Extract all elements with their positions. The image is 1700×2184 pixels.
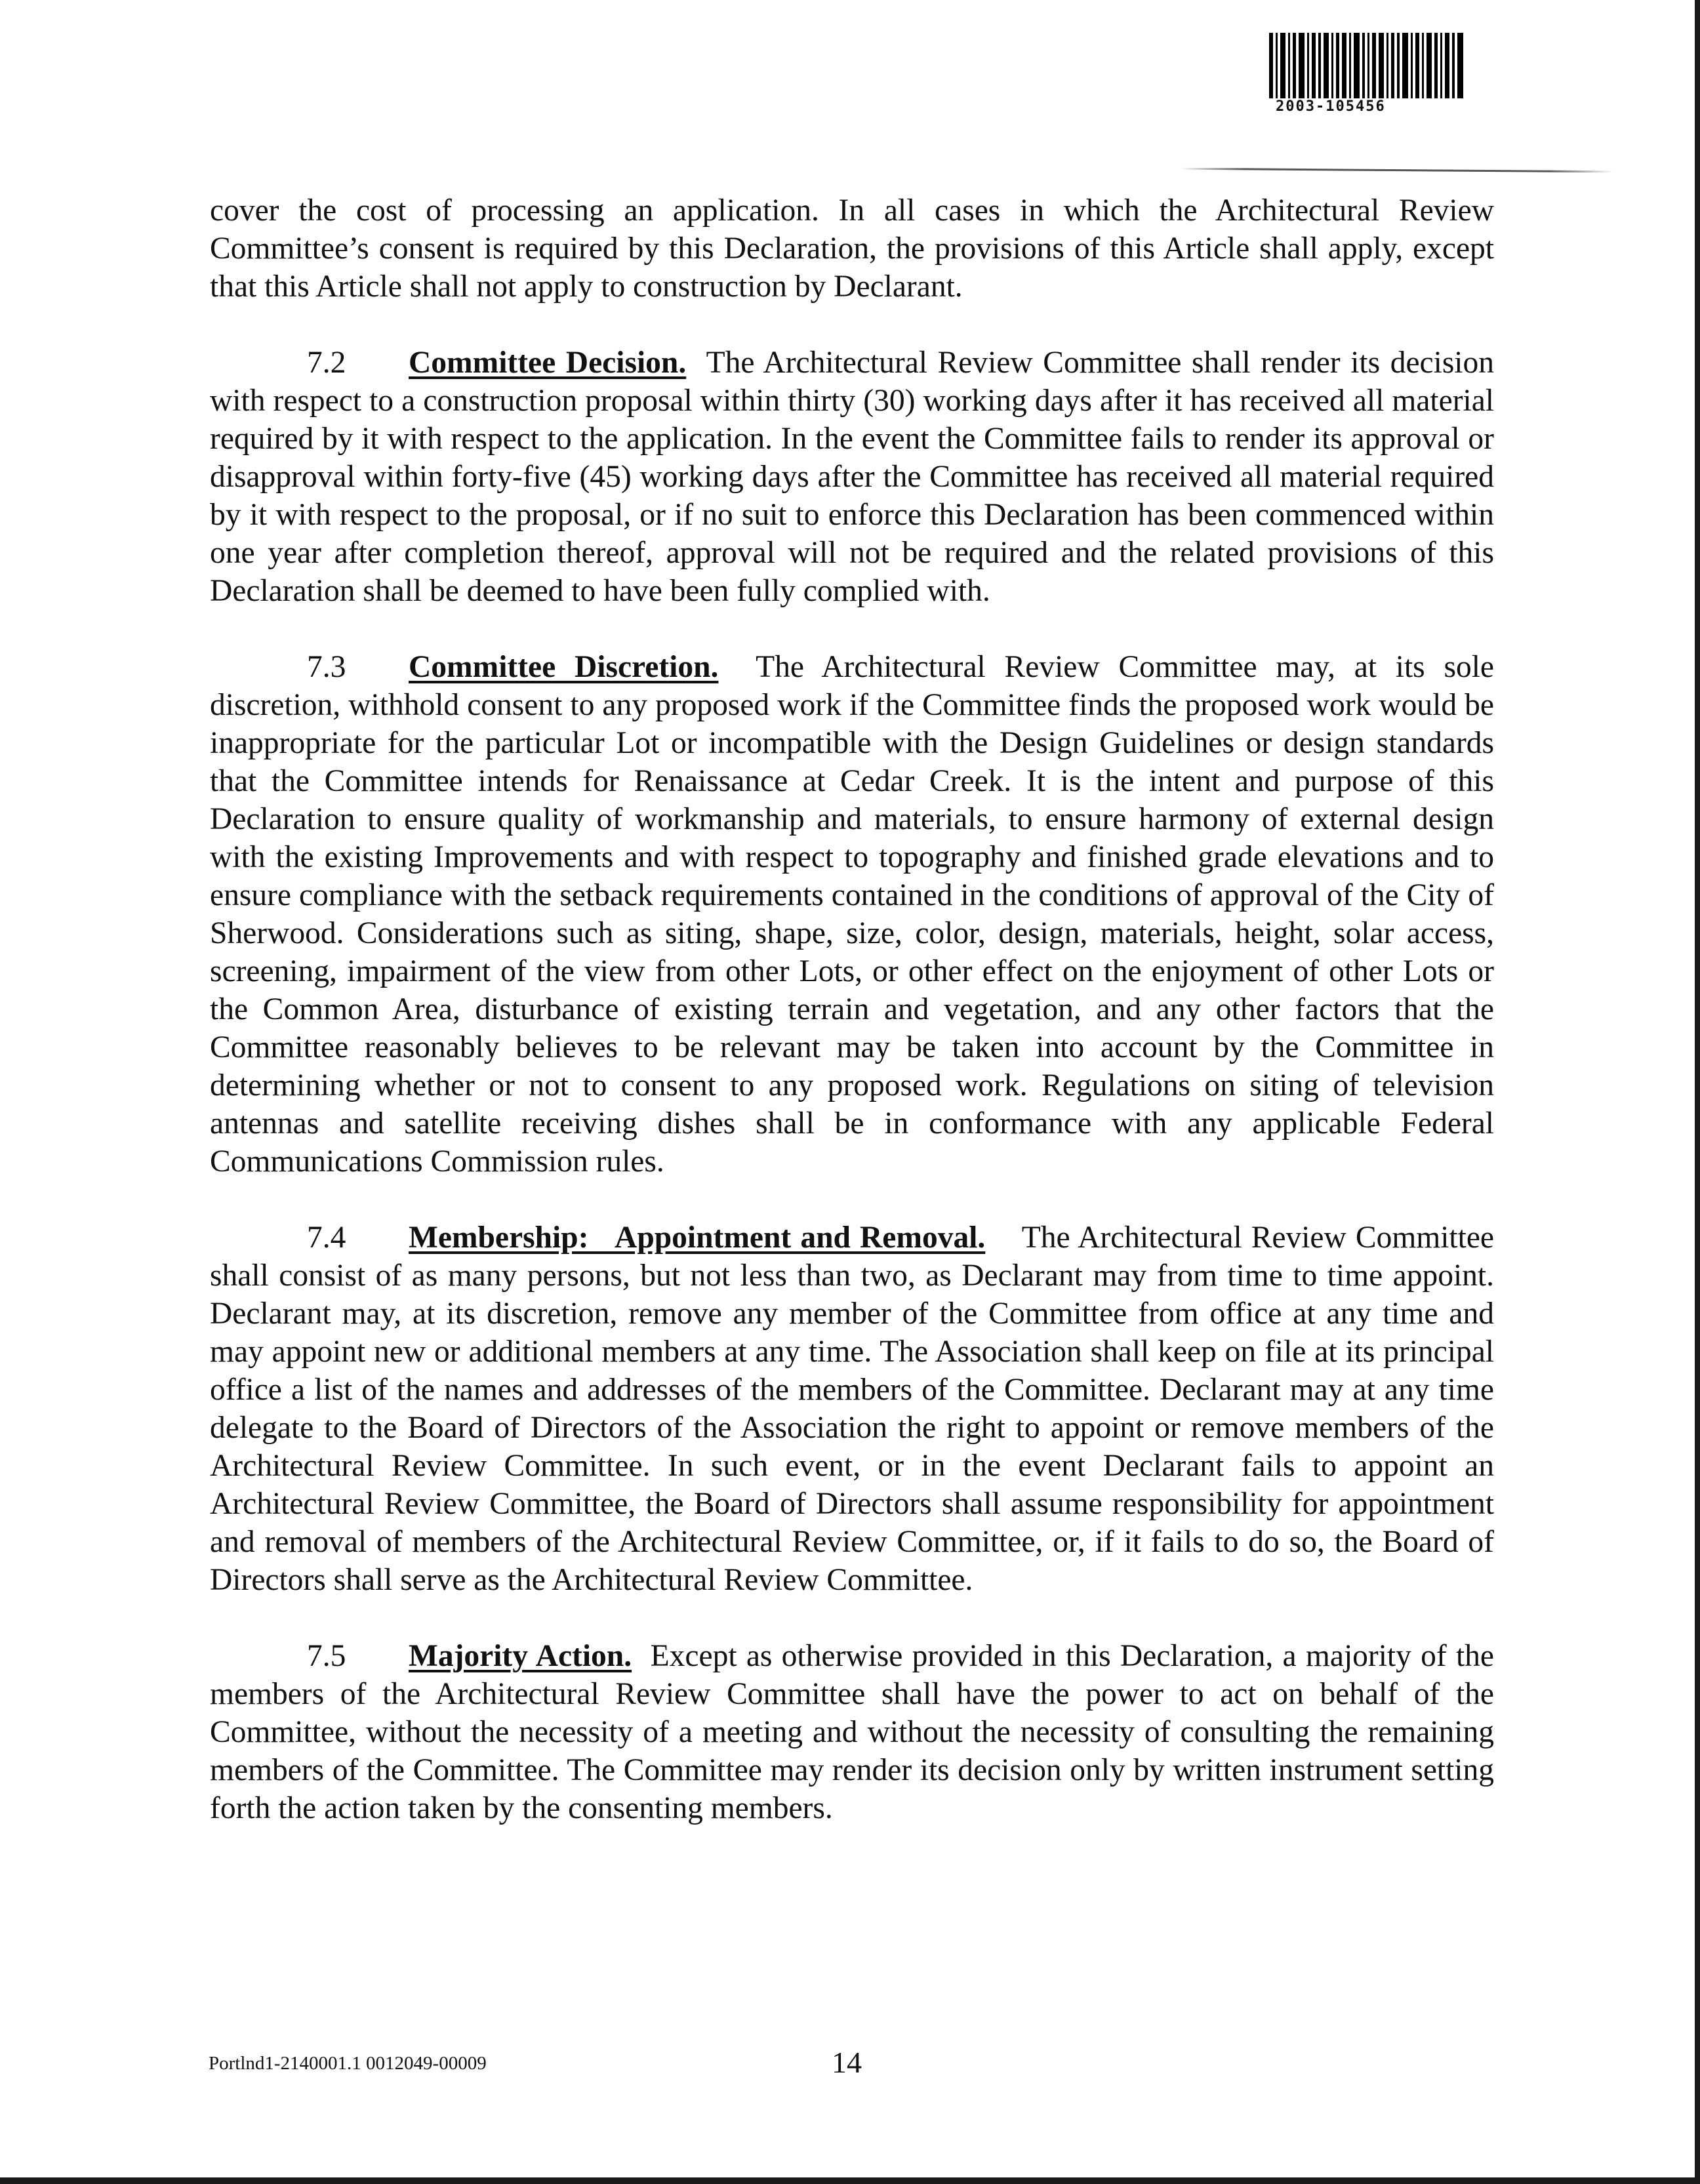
paragraph-text: Except as otherwise provided in this Declaration, a majority of the members of the Architectural Review Committee shall have the power to act on behalf of the Committee, without the necessity of a meeting and without the necessity of consulting the remaining members of the Committee. The Committee may render its decision only by written instrument setting forth the action taken by the consenting members. [210, 1639, 1495, 1825]
barcode-bar [1312, 33, 1316, 98]
section-number: 7.3 [307, 650, 346, 684]
barcode-bar [1269, 33, 1273, 98]
barcode-bar [1386, 33, 1388, 98]
barcode-bar [1349, 33, 1351, 98]
section-7-3 [210, 648, 1494, 1181]
barcode-bar [1434, 33, 1438, 98]
barcode-bar [1411, 33, 1413, 98]
barcode-bar [1445, 33, 1449, 98]
section-number: 7.2 [307, 346, 346, 380]
barcode-bar [1379, 33, 1384, 98]
barcode-number: 2003-105456 [1276, 98, 1386, 115]
barcode-bar [1318, 33, 1321, 98]
paragraph-continuation [210, 192, 1494, 306]
page-number: 14 [832, 2046, 862, 2079]
section-heading: Committee Decision. [409, 346, 687, 380]
barcode-bar [1422, 33, 1424, 98]
header-rule [1181, 168, 1613, 173]
barcode-bar [1293, 33, 1296, 98]
barcode-bar [1342, 33, 1346, 98]
section-number: 7.5 [307, 1639, 346, 1673]
barcode-bar [1440, 33, 1442, 98]
scan-edge-right [1695, 0, 1700, 2184]
barcode-bar [1415, 33, 1419, 98]
barcode-bar [1280, 33, 1285, 98]
barcode-bar [1276, 33, 1278, 98]
barcode-bar [1452, 33, 1455, 98]
section-heading: Membership: Appointment and Removal. [409, 1221, 986, 1255]
barcode-bars [1269, 33, 1571, 98]
barcode-bar [1362, 33, 1365, 98]
barcode-bar [1307, 33, 1309, 98]
barcode-bar [1354, 33, 1360, 98]
paragraph-text: cover the cost of processing an application. In all cases in which the Architectural Review Committee’s consent is required by this Declaration, the provisions of this Article shall apply, except that this Article shall not apply to construction by Declarant. [210, 193, 1494, 304]
section-7-5 [210, 1637, 1494, 1827]
barcode-bar [1288, 33, 1290, 98]
section-7-4 [210, 1219, 1494, 1599]
paragraph-text: The Architectural Review Committee shall render its decision with respect to a construction proposal within thirty (30) working days after it has received all material required by it with respect to the application. In the event the Committee fails to render its approval or disapproval within forty-five (45) working days after the Committee has received all material required by it with respect to the proposal, or if no suit to enforce this Declaration has been commenced within one year after completion thereof, approval will not be required and the related provisions of this Declaration shall be deemed to have been fully complied with. [210, 346, 1495, 608]
section-heading: Committee Discretion. [409, 650, 719, 684]
paragraph-text: The Architectural Review Committee shall consist of as many persons, but not less than two, as Declarant may from time to time appoint. Declarant may, at its discretion, remove any member of the Committee from office at any time and may appoint new or additional members at any time. The Association shall keep on file at its principal office a list of the names and addresses of the members of the Committee. Declarant may at any time delegate to the Board of Directors of the Association the right to appoint or remove members of the Architectural Review Committee. In such event, or in the event Declarant fails to appoint an Architectural Review Committee, the Board of Directors shall assume responsibility for appointment and removal of members of the Architectural Review Committee, or, if it fails to do so, the Board of Directors shall serve as the Architectural Review Committee. [210, 1221, 1494, 1597]
paragraph-text: The Architectural Review Committee may, at its sole discretion, withhold consent to any proposed work if the Committee finds the proposed work would be inappropriate for the particular Lot or incompatible with the Design Guidelines or design standards that the Committee intends for Renaissance at Cedar Creek. It is the intent and purpose of this Declaration to ensure quality of workmanship and materials, to ensure harmony of external design with the existing Improvements and with respect to topography and finished grade elevations and to ensure compliance with the setback requirements contained in the conditions of approval of the City of Sherwood. Considerations such as siting, shape, size, color, design, materials, height, solar access, screening, impairment of the view from other Lots, or other effect on the enjoyment of other Lots or the Common Area, disturbance of existing terrain and vegetation, and any other factors that the Committee reasonably believes to be relevant may be taken into account by the Committee in determining whether or not to consent to any proposed work. Regulations on siting of television antennas and satellite receiving dishes shall be in conformance with any applicable Federal Communications Commission rules. [210, 650, 1494, 1179]
document-body [210, 192, 1494, 1865]
footer-document-id: Portlnd1-2140001.1 0012049-00009 [209, 2053, 487, 2074]
barcode-bar [1367, 33, 1369, 98]
barcode-bar [1457, 33, 1463, 98]
barcode-bar [1391, 33, 1394, 98]
scan-edge-bottom [0, 2177, 1700, 2184]
section-heading: Majority Action. [409, 1639, 632, 1673]
barcode-bar [1402, 33, 1408, 98]
section-number: 7.4 [307, 1221, 346, 1255]
barcode-bar [1372, 33, 1376, 98]
section-7-2 [210, 344, 1494, 610]
barcode-bar [1324, 33, 1329, 98]
barcode-bar [1299, 33, 1305, 98]
recording-barcode [1269, 33, 1571, 118]
barcode-bar [1427, 33, 1432, 98]
barcode-bar [1331, 33, 1333, 98]
barcode-bar [1397, 33, 1400, 98]
barcode-bar [1336, 33, 1339, 98]
